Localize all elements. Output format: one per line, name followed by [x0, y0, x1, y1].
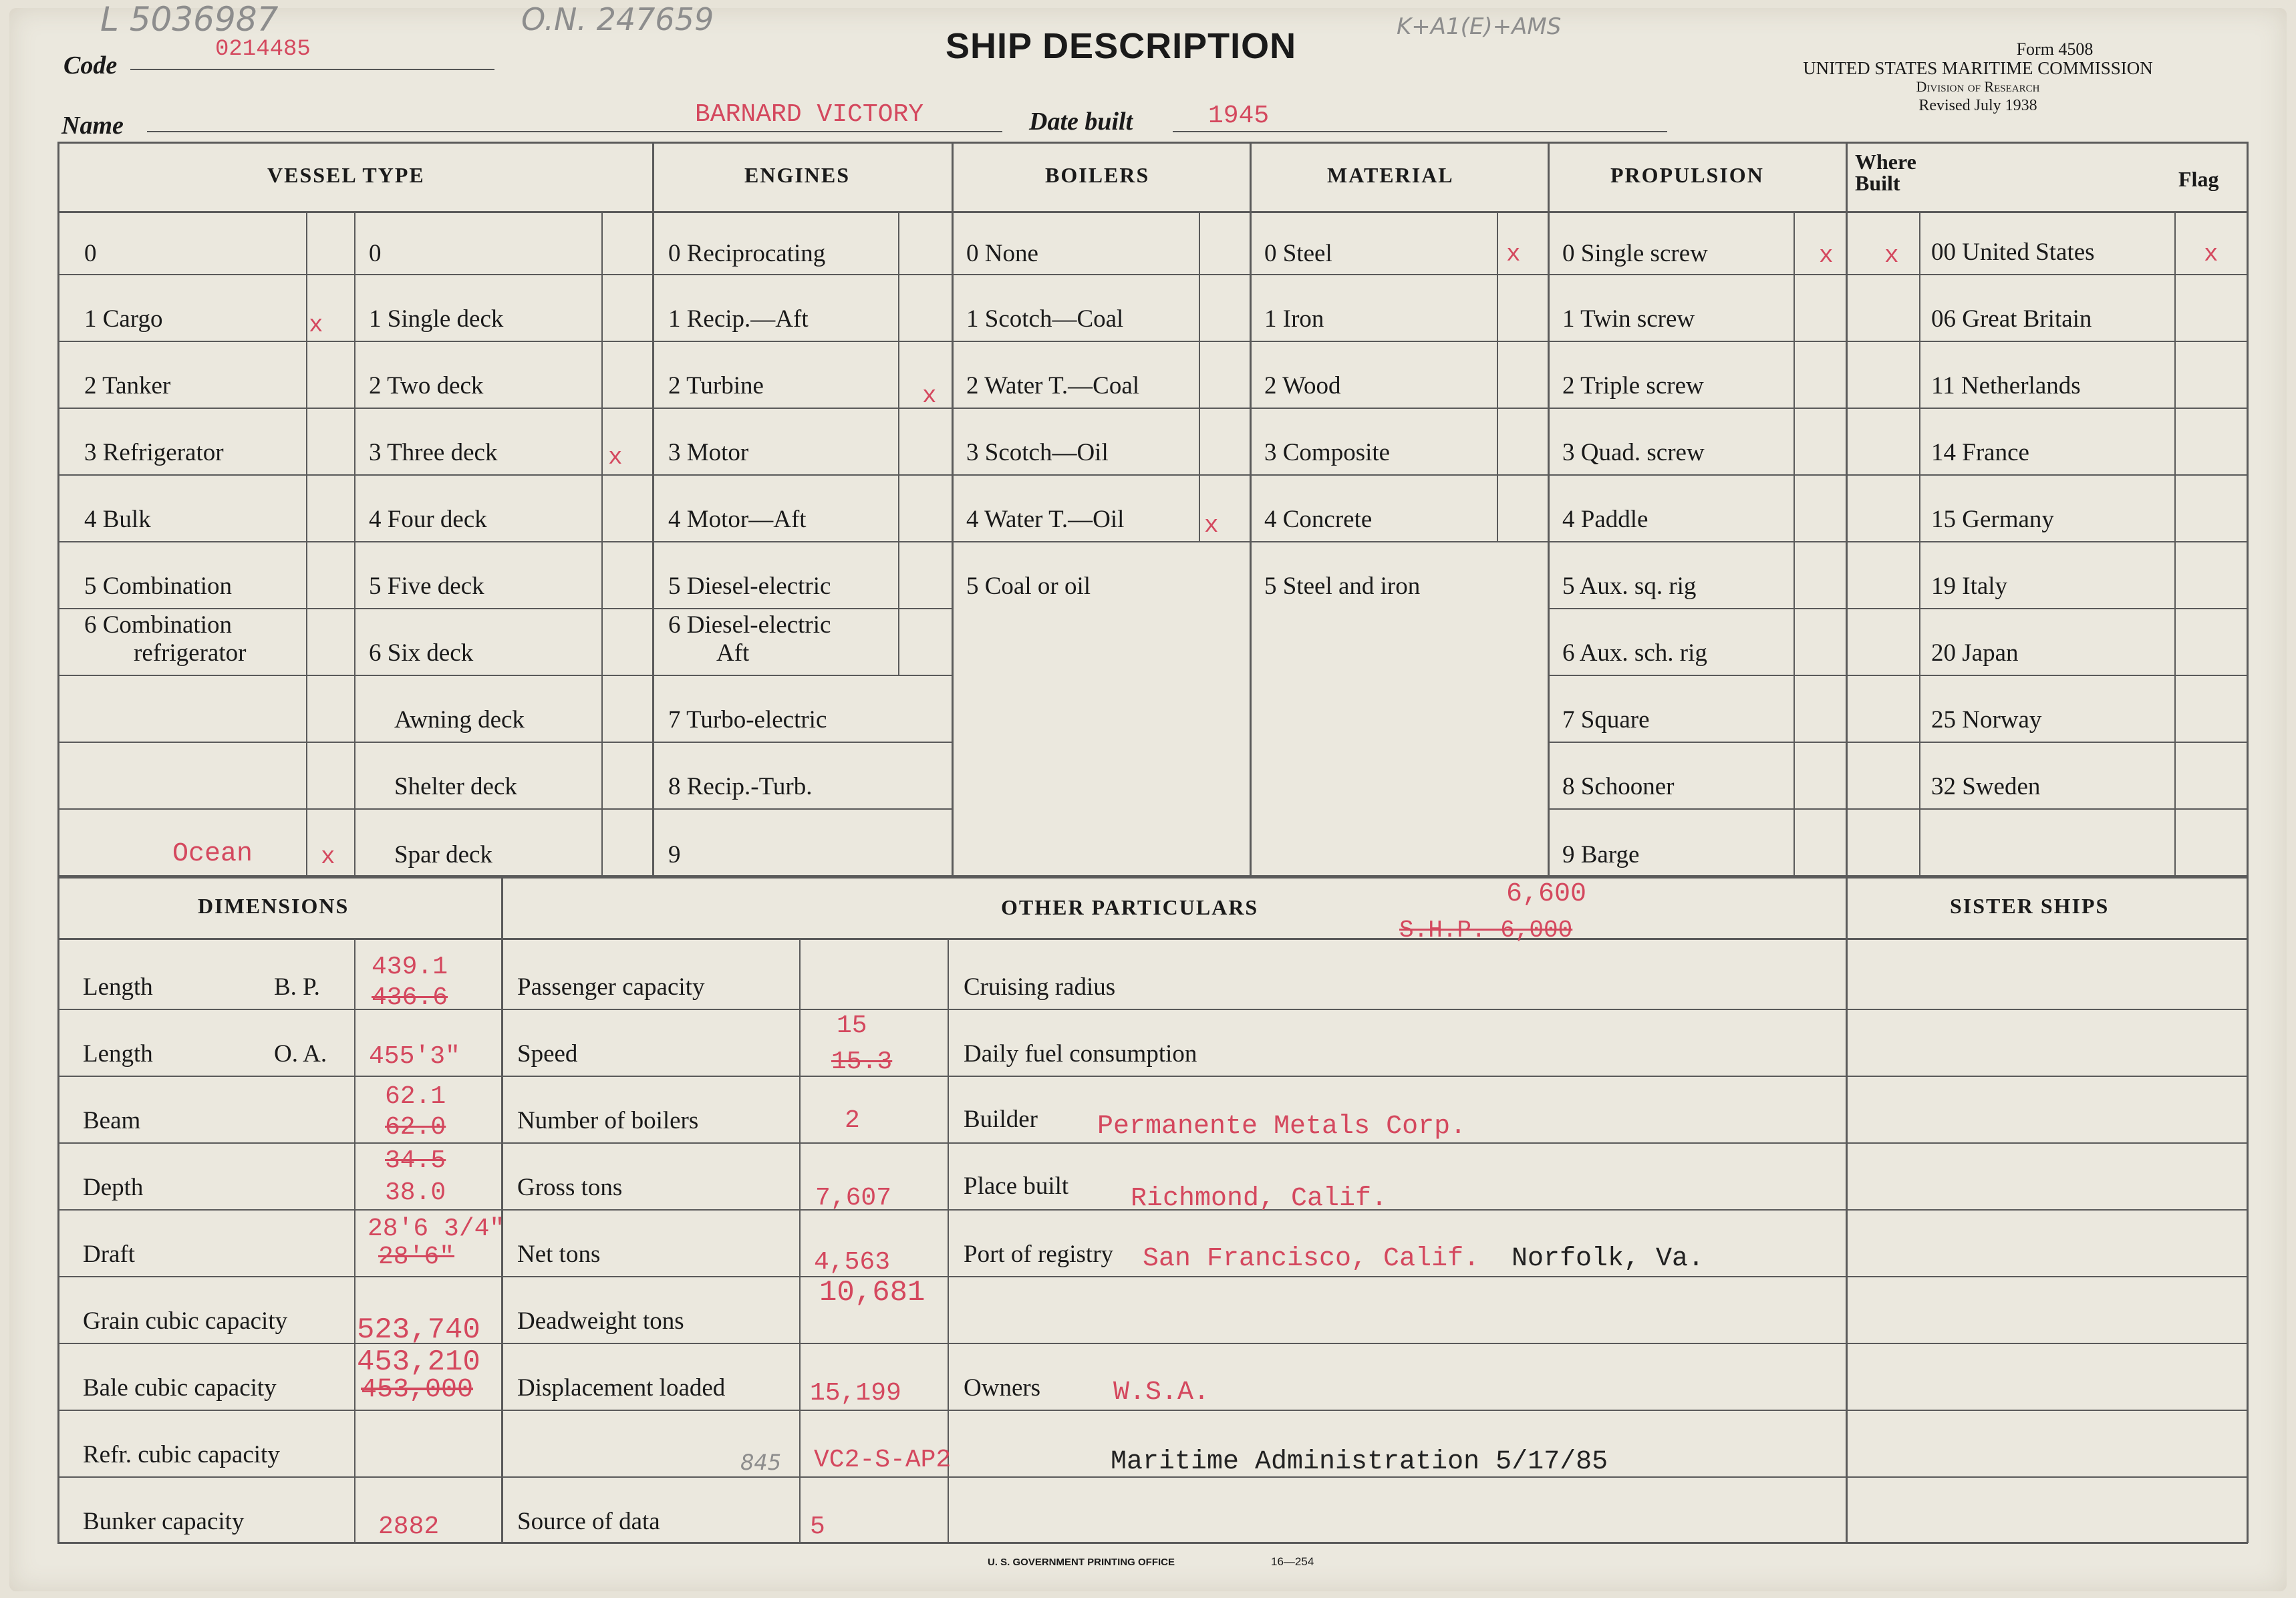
date-built-label: Date built [1029, 108, 1133, 136]
check-single-screw: x [1819, 242, 1834, 269]
passenger-label: Passenger capacity [517, 973, 705, 1001]
name-underline [147, 131, 1002, 132]
displacement-value: 15,199 [810, 1379, 901, 1408]
where-built-header: Where Built [1855, 150, 1916, 195]
grid-line [898, 211, 899, 675]
code-label: Code [63, 51, 118, 79]
port-value: San Francisco, Calif. [1143, 1244, 1480, 1274]
grid-line [1846, 142, 1848, 1543]
beam-value: 62.1 [385, 1082, 446, 1111]
boilers-count-label: Number of boilers [517, 1107, 699, 1134]
deck-option: 0 [369, 240, 382, 267]
grid-line [2247, 142, 2249, 1543]
material-option: 4 Concrete [1264, 506, 1373, 533]
propulsion-option: 4 Paddle [1562, 506, 1648, 533]
deck-option: 6 Six deck [369, 639, 474, 667]
dimensions-header: DIMENSIONS [198, 894, 349, 918]
grid-line [354, 211, 355, 875]
boiler-option: 4 Water T.—Oil [966, 506, 1125, 533]
grid-line [57, 1276, 2248, 1277]
bunker-value: 2882 [378, 1512, 440, 1541]
grid-line [57, 608, 953, 609]
place-built-value: Richmond, Calif. [1131, 1184, 1388, 1214]
check-water-tube-oil: x [1204, 512, 1219, 539]
material-option: 5 Steel and iron [1264, 573, 1421, 600]
owners-value: W.S.A. [1113, 1378, 1210, 1408]
page-title: SHIP DESCRIPTION [946, 26, 1297, 66]
propulsion-option: 5 Aux. sq. rig [1562, 573, 1697, 600]
vessel-type-option-continued: refrigerator [134, 639, 247, 667]
grid-line [1793, 211, 1795, 875]
grid-line [799, 938, 801, 1543]
builder-label: Builder [964, 1106, 1038, 1133]
draft-old-value: 28'6" [378, 1243, 455, 1271]
boiler-option: 5 Coal or oil [966, 573, 1091, 600]
bale-value: 453,210 [357, 1345, 480, 1379]
boiler-option: 0 None [966, 240, 1038, 267]
flag-option: 32 Sweden [1931, 773, 2041, 800]
boiler-option: 2 Water T.—Coal [966, 372, 1140, 400]
pencil-classification: K+A1(E)+AMS [1397, 13, 1562, 40]
deck-option: 4 Four deck [369, 506, 487, 533]
grid-line [354, 938, 355, 1543]
vessel-type-option: 6 Combination [84, 611, 232, 639]
engine-option-continued: Aft [716, 639, 750, 667]
grid-line [57, 808, 953, 810]
grid-line [57, 742, 953, 743]
check-united-states: x [2204, 241, 2218, 268]
owners-label: Owners [964, 1374, 1041, 1402]
deck-option: Shelter deck [394, 773, 517, 800]
grid-line [2174, 211, 2176, 875]
grid-line [57, 1542, 2248, 1544]
grid-line [57, 142, 2248, 144]
shp-value: 6,600 [1506, 879, 1587, 909]
material-option: 0 Steel [1264, 240, 1332, 267]
check-cargo: x [309, 311, 323, 339]
grid-line [306, 211, 307, 875]
vessel-type-option: 0 [84, 240, 97, 267]
check-where-built: x [1884, 242, 1899, 269]
bale-label: Bale cubic capacity [83, 1374, 277, 1402]
deadweight-value: 10,681 [819, 1276, 925, 1309]
sister-ships-header: SISTER SHIPS [1950, 894, 2110, 918]
bunker-label: Bunker capacity [83, 1508, 245, 1535]
vessel-type-option: 4 Bulk [84, 506, 151, 533]
grid-line [501, 875, 503, 1543]
ship-name: BARNARD VICTORY [695, 100, 924, 129]
propulsion-option: 3 Quad. screw [1562, 439, 1705, 466]
grid-line [952, 142, 954, 876]
beam-old-value: 62.0 [385, 1113, 446, 1142]
other-particulars-header: OTHER PARTICULARS [1001, 895, 1259, 919]
length-bp-sub: B. P. [274, 973, 320, 1001]
grain-label: Grain cubic capacity [83, 1307, 288, 1335]
grid-line [1549, 742, 2248, 743]
grid-line [1497, 211, 1498, 541]
revision-date: Revised July 1938 [1918, 97, 2037, 114]
grain-value: 523,740 [357, 1313, 480, 1347]
check-steel: x [1506, 241, 1521, 268]
owners-successor: Maritime Administration 5/17/85 [1111, 1447, 1608, 1477]
engine-option: 3 Motor [668, 439, 749, 466]
engine-option: 8 Recip.-Turb. [668, 773, 813, 800]
grid-line [57, 1076, 2248, 1077]
net-tons-label: Net tons [517, 1241, 601, 1268]
engine-option: 5 Diesel-electric [668, 573, 831, 600]
deadweight-label: Deadweight tons [517, 1307, 684, 1335]
bale-old-value: 453,000 [361, 1375, 474, 1405]
grid-line [57, 938, 2248, 940]
vessel-type-header: VESSEL TYPE [267, 163, 425, 187]
material-header: MATERIAL [1327, 163, 1454, 187]
grid-line [1549, 608, 2248, 609]
commission-name: UNITED STATES MARITIME COMMISSION [1803, 58, 2153, 78]
propulsion-option: 7 Square [1562, 706, 1650, 734]
engine-option: 4 Motor—Aft [668, 506, 807, 533]
propulsion-option: 0 Single screw [1562, 240, 1708, 267]
flag-header: Flag [2178, 167, 2219, 191]
vessel-type-option: 5 Combination [84, 573, 232, 600]
grid-line [1250, 142, 1252, 876]
code-underline [130, 69, 494, 70]
vessel-ocean-value: Ocean [172, 839, 253, 869]
beam-label: Beam [83, 1107, 141, 1134]
length-bp-old-value: 436.6 [372, 983, 448, 1012]
boilers-header: BOILERS [1045, 163, 1150, 187]
grid-line [1549, 675, 2248, 676]
grid-line [57, 875, 2248, 878]
boiler-option: 1 Scotch—Coal [966, 305, 1124, 333]
flag-option: 06 Great Britain [1931, 305, 2092, 333]
pencil-official-number: O.N. 247659 [521, 1, 714, 37]
net-tons-value: 4,563 [814, 1248, 891, 1277]
form-block [1744, 40, 2212, 115]
grid-line [1199, 211, 1200, 541]
grid-line [57, 1410, 2248, 1411]
flag-option: 20 Japan [1931, 639, 2019, 667]
print-number: 16—254 [1271, 1555, 1314, 1568]
date-built-underline [1173, 131, 1667, 132]
design-pencil-note: 845 [740, 1450, 782, 1475]
flag-option: 19 Italy [1931, 573, 2008, 600]
engine-option: 0 Reciprocating [668, 240, 826, 267]
propulsion-option: 8 Schooner [1562, 773, 1675, 800]
grid-line [652, 142, 654, 876]
deck-option: Spar deck [394, 841, 492, 868]
grid-line [57, 675, 953, 676]
depth-label: Depth [83, 1174, 144, 1201]
length-oa-label: Length [83, 1040, 153, 1068]
grid-line [1919, 211, 1920, 875]
gross-tons-value: 7,607 [815, 1184, 892, 1213]
engine-option: 2 Turbine [668, 372, 764, 400]
refr-label: Refr. cubic capacity [83, 1441, 280, 1468]
length-bp-label: Length [83, 973, 153, 1001]
deck-option: 5 Five deck [369, 573, 484, 600]
vessel-type-option: 1 Cargo [84, 305, 163, 333]
check-turbine: x [922, 382, 937, 410]
depth-value: 38.0 [385, 1178, 446, 1207]
material-option: 3 Composite [1264, 439, 1391, 466]
vessel-type-option: 2 Tanker [84, 372, 171, 400]
place-built-label: Place built [964, 1172, 1069, 1200]
length-oa-value: 455'3" [369, 1042, 460, 1071]
grid-line [601, 211, 603, 875]
gross-tons-label: Gross tons [517, 1174, 623, 1201]
speed-value: 15 [837, 1011, 867, 1040]
material-option: 2 Wood [1264, 372, 1341, 400]
engines-header: ENGINES [744, 163, 851, 187]
propulsion-option: 1 Twin screw [1562, 305, 1695, 333]
propulsion-option: 2 Triple screw [1562, 372, 1704, 400]
vessel-type-option: 3 Refrigerator [84, 439, 224, 466]
draft-label: Draft [83, 1241, 136, 1268]
fuel-label: Daily fuel consumption [964, 1040, 1197, 1068]
flag-option: 25 Norway [1931, 706, 2042, 734]
date-built-value: 1945 [1208, 102, 1270, 130]
source-label: Source of data [517, 1508, 660, 1535]
deck-option: Awning deck [394, 706, 525, 734]
boilers-count-value: 2 [845, 1106, 860, 1135]
shp-old-value: S.H.P. 6,000 [1399, 917, 1573, 944]
speed-label: Speed [517, 1040, 578, 1068]
grid-line [57, 1142, 2248, 1144]
deck-option: 3 Three deck [369, 439, 498, 466]
depth-old-value: 34.5 [385, 1146, 446, 1175]
design-value: VC2-S-AP2 [814, 1446, 952, 1474]
flag-option: 00 United States [1931, 238, 2095, 266]
propulsion-option: 9 Barge [1562, 841, 1640, 868]
code-value: 0214485 [215, 37, 311, 62]
length-bp-value: 439.1 [372, 953, 448, 981]
deck-option: 2 Two deck [369, 372, 484, 400]
boiler-option: 3 Scotch—Oil [966, 439, 1109, 466]
draft-value: 28'6 3/4" [368, 1215, 505, 1243]
engine-option: 1 Recip.—Aft [668, 305, 809, 333]
name-label: Name [61, 112, 124, 140]
division-name: Division of Research [1916, 78, 2040, 95]
engine-option: 6 Diesel-electric [668, 611, 831, 639]
propulsion-option: 6 Aux. sch. rig [1562, 639, 1707, 667]
material-option: 1 Iron [1264, 305, 1324, 333]
builder-value: Permanente Metals Corp. [1097, 1112, 1467, 1142]
form-number: Form 4508 [2016, 39, 2094, 59]
flag-option: 15 Germany [1931, 506, 2054, 533]
source-value: 5 [810, 1512, 825, 1541]
speed-old-value: 15.3 [831, 1048, 893, 1076]
printer-imprint: U. S. GOVERNMENT PRINTING OFFICE [988, 1557, 1175, 1568]
grid-line [1548, 142, 1550, 876]
deck-option: 1 Single deck [369, 305, 504, 333]
length-oa-sub: O. A. [274, 1040, 327, 1068]
pencil-registry-number: L 5036987 [100, 0, 279, 39]
cruising-label: Cruising radius [964, 973, 1116, 1001]
grid-line [1549, 808, 2248, 810]
engine-option: 7 Turbo-electric [668, 706, 827, 734]
flag-option: 14 France [1931, 439, 2029, 466]
propulsion-header: PROPULSION [1610, 163, 1764, 187]
flag-option: 11 Netherlands [1931, 372, 2081, 400]
check-ocean: x [321, 843, 335, 870]
check-three-deck: x [608, 444, 623, 471]
port-value-typed: Norfolk, Va. [1512, 1244, 1705, 1274]
grid-line [57, 142, 59, 1543]
engine-option: 9 [668, 841, 681, 868]
displacement-label: Displacement loaded [517, 1374, 726, 1402]
port-label: Port of registry [964, 1241, 1114, 1268]
